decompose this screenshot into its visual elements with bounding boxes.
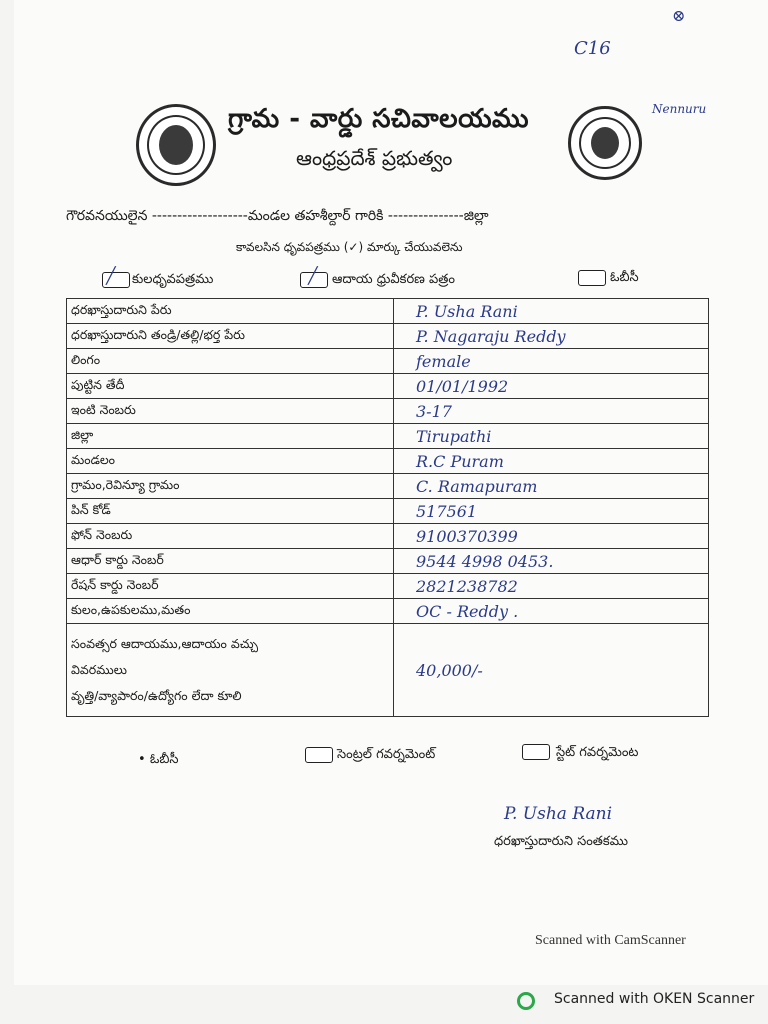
- field-label: ఆధార్ కార్డు నెంబర్: [67, 549, 394, 574]
- field-label: ధరఖాస్తుదారుని పేరు: [67, 299, 394, 324]
- table-row: [67, 549, 709, 574]
- field-label: ఇంటి నెంబరు: [67, 399, 394, 424]
- field-label: జిల్లా: [67, 424, 394, 449]
- table-row-income: [67, 624, 709, 717]
- table-row: [67, 474, 709, 499]
- applicant-details-table: [66, 298, 709, 717]
- table-row: [67, 524, 709, 549]
- table-row: [67, 324, 709, 349]
- oken-logo-icon: [517, 992, 535, 1010]
- table-row: [67, 349, 709, 374]
- field-label: పిన్ కోడ్: [67, 499, 394, 524]
- table-row: [67, 599, 709, 624]
- oken-watermark: Scanned with OKEN Scanner: [554, 991, 755, 1007]
- field-value[interactable]: 3-17: [394, 399, 709, 424]
- state-government-checkbox[interactable]: [522, 744, 550, 760]
- obc-bullet-item: • ఓబీసీ: [138, 752, 179, 767]
- obc-checkbox[interactable]: [578, 270, 606, 286]
- income-label-line: వృత్తి/వ్యాపారం/ఉద్యోగం లేదా కూలి: [71, 688, 242, 703]
- income-label-line: వివరములు: [71, 662, 127, 677]
- field-value[interactable]: 01/01/1992: [394, 374, 709, 399]
- table-row: [67, 499, 709, 524]
- field-value[interactable]: 2821238782: [394, 574, 709, 599]
- corner-mark: ⊗: [672, 6, 686, 25]
- page-subtitle: ఆంధ్రప్రదేశ్ ప్రభుత్వం: [296, 146, 453, 170]
- field-label: పుట్టిన తేదీ: [67, 374, 394, 399]
- field-value[interactable]: C. Ramapuram: [394, 474, 709, 499]
- income-certificate-label: ఆదాయ ధ్రువీకరణ పత్రం: [332, 272, 455, 287]
- field-value[interactable]: 517561: [394, 499, 709, 524]
- place-annotation: Nennuru: [652, 102, 707, 116]
- central-government-label: సెంట్రల్ గవర్నమెంట్: [337, 747, 436, 762]
- field-label: లింగం: [67, 349, 394, 374]
- field-value[interactable]: P. Usha Rani: [394, 299, 709, 324]
- field-label: గ్రామం,రెవిన్యూ గ్రామం: [67, 474, 394, 499]
- field-value[interactable]: Tirupathi: [394, 424, 709, 449]
- field-value[interactable]: P. Nagaraju Reddy: [394, 324, 709, 349]
- field-value[interactable]: female: [394, 349, 709, 374]
- obc-bullet-label: ఓబీసీ: [149, 752, 179, 767]
- table-row: [67, 299, 709, 324]
- table-row: [67, 424, 709, 449]
- field-value[interactable]: OC - Reddy .: [394, 599, 709, 624]
- table-row: [67, 574, 709, 599]
- obc-label: ఓబీసీ: [610, 270, 639, 285]
- table-row: [67, 449, 709, 474]
- field-value[interactable]: 9100370399: [394, 524, 709, 549]
- caste-certificate-label: కులధృవపత్రము: [132, 272, 214, 287]
- income-value[interactable]: 40,000/-: [394, 624, 709, 717]
- page-title: గ్రామ - వార్డు సచివాలయము: [228, 104, 530, 134]
- income-label-line: సంవత్సర ఆదాయము,ఆదాయం వచ్చు: [71, 636, 259, 651]
- field-label: ధరఖాస్తుదారుని తండ్రి/తల్లి/భర్త పేరు: [67, 324, 394, 349]
- table-row: [67, 374, 709, 399]
- signature-caption: ధరఖాస్తుదారుని సంతకము: [494, 834, 628, 849]
- field-label: మండలం: [67, 449, 394, 474]
- ap-emblem-left: [136, 104, 216, 186]
- field-label: రేషన్ కార్డు నెంబర్: [67, 574, 394, 599]
- camscanner-watermark: Scanned with CamScanner: [535, 933, 686, 948]
- instruction-text: కావలసిన ధృవపత్రము (✓) మార్కు చేయువలెను: [236, 240, 463, 254]
- field-label: ఫోన్ నెంబరు: [67, 524, 394, 549]
- portrait-seal-right: [568, 106, 642, 180]
- form-code-annotation: C16: [574, 38, 611, 59]
- income-label: [67, 624, 394, 717]
- applicant-signature: P. Usha Rani: [504, 804, 613, 824]
- field-label: కులం,ఉపకులము,మతం: [67, 599, 394, 624]
- address-line: గౌరవనయులైన -------------------మండల తహశీల్దార్ గారికి ---------------జిల్లా: [66, 208, 489, 224]
- state-government-label: స్టేట్ గవర్నమెంట: [556, 745, 639, 760]
- check-mark-icon: ╱: [308, 266, 318, 285]
- field-value[interactable]: R.C Puram: [394, 449, 709, 474]
- table-row: [67, 399, 709, 424]
- check-mark-icon: ╱: [106, 266, 116, 285]
- central-government-checkbox[interactable]: [305, 747, 333, 763]
- field-value[interactable]: 9544 4998 0453.: [394, 549, 709, 574]
